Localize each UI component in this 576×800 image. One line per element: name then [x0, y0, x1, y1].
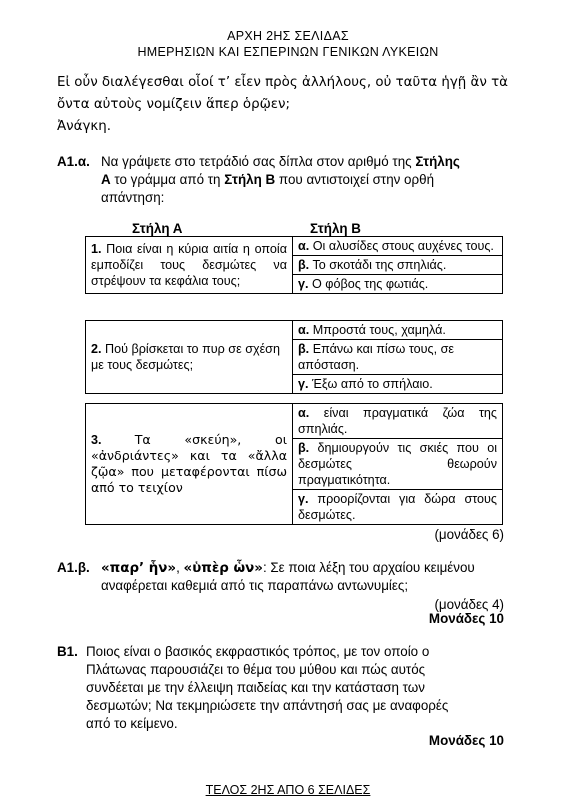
a1a-label: Α1.α. [57, 154, 90, 169]
option-cell-1c: γ. Ο φόβος της φωτιάς. [293, 275, 503, 294]
header-line-1: ΑΡΧΗ 2ΗΣ ΣΕΛΙΔΑΣ [227, 29, 349, 43]
a1b-total: Μονάδες 10 [428, 611, 504, 626]
a1b-marks: (μονάδες 4) [434, 597, 504, 612]
option-cell-1b: β. Το σκοτάδι της σπηλιάς. [293, 256, 503, 275]
b1-line-3: συνδέεται με την έλλειψη παιδείας και την κατάσταση των [86, 680, 425, 695]
a1a-question-line-2: Α το γράμμα από τη Στήλη Β που αντιστοιχεί στην ορθή [101, 172, 435, 187]
match-table-2 [85, 320, 503, 394]
a1b-question-line-1: «παρ’ ἧν», «ὑπὲρ ὧν»: Σε ποια λέξη του αρχαίου κειμένου [101, 560, 475, 576]
a1a-question-line-3: απάντηση: [101, 190, 165, 205]
question-cell-1: 1. Ποια είναι η κύρια αιτία η οποία εμποδίζει τους δεσμώτες να στρέψουν τα κεφάλια τους; [86, 237, 293, 294]
option-cell-3a: α. είναι πραγματικά ζώα της σπηλιάς. [293, 404, 503, 439]
option-cell-3c: γ. προορίζονται για δώρα στους δεσμώτες. [293, 490, 503, 525]
a1a-marks: (μονάδες 6) [434, 527, 504, 542]
footer: ΤΕΛΟΣ 2ΗΣ ΑΠΟ 6 ΣΕΛΙΔΕΣ [205, 783, 371, 797]
b1-line-5: από το κείμενο. [86, 716, 178, 731]
match-table-1 [85, 236, 503, 294]
a1b-label: Α1.β. [57, 560, 90, 575]
option-cell-2b: β. Επάνω και πίσω τους, σε απόσταση. [293, 340, 503, 375]
question-cell-2: 2. Πού βρίσκεται το πυρ σε σχέση με τους δεσμώτες; [86, 321, 293, 394]
option-cell-1a: α. Οι αλυσίδες στους αυχένες τους. [293, 237, 503, 256]
a1a-question-line-1: Να γράψετε στο τετράδιό σας δίπλα στον αριθμό της Στήλης [101, 154, 460, 169]
match-table-3 [85, 403, 503, 525]
intro-greek-line-3: Ἀνάγκη. [57, 119, 112, 134]
b1-label: Β1. [57, 644, 78, 659]
option-cell-3b: β. δημιουργούν τις σκιές που οι δεσμώτες θεωρούν πραγματικότητα. [293, 439, 503, 490]
b1-line-4: δεσμωτών; Να τεκμηριώσετε την απάντησή σας με αναφορές [86, 698, 449, 713]
a1b-question-line-2: αναφέρεται καθεμιά από τις παραπάνω αντωνυμίες; [101, 578, 409, 593]
intro-greek-line-2: ὄντα αὐτοὺς νομίζειν ἅπερ ὁρῷεν; [57, 97, 291, 112]
column-a-heading: Στήλη Α [132, 221, 183, 236]
option-cell-2c: γ. Έξω από το σπήλαιο. [293, 375, 503, 394]
question-cell-3: 3. Τα «σκεύη», οι «ἀνδριάντες» και τα «ἄλλα ζῷα» που μεταφέρονται πίσω από το τειχίον [86, 404, 293, 525]
column-b-heading: Στήλη Β [310, 221, 361, 236]
intro-greek-line-1: Εἰ οὖν διαλέγεσθαι οἷοί τ’ εἶεν πρὸς ἀλλήλους, οὐ ταῦτα ἡγῇ ἂν τὰ [57, 75, 508, 90]
b1-line-1: Ποιος είναι ο βασικός εκφραστικός τρόπος, με τον οποίο ο [86, 644, 430, 659]
b1-total: Μονάδες 10 [428, 733, 504, 748]
header-line-2: ΗΜΕΡΗΣΙΩΝ ΚΑΙ ΕΣΠΕΡΙΝΩΝ ΓΕΝΙΚΩΝ ΛΥΚΕΙΩΝ [137, 45, 439, 59]
b1-line-2: Πλάτωνας παρουσιάζει το θέμα του μύθου και πώς αυτός [86, 662, 426, 677]
option-cell-2a: α. Μπροστά τους, χαμηλά. [293, 321, 503, 340]
